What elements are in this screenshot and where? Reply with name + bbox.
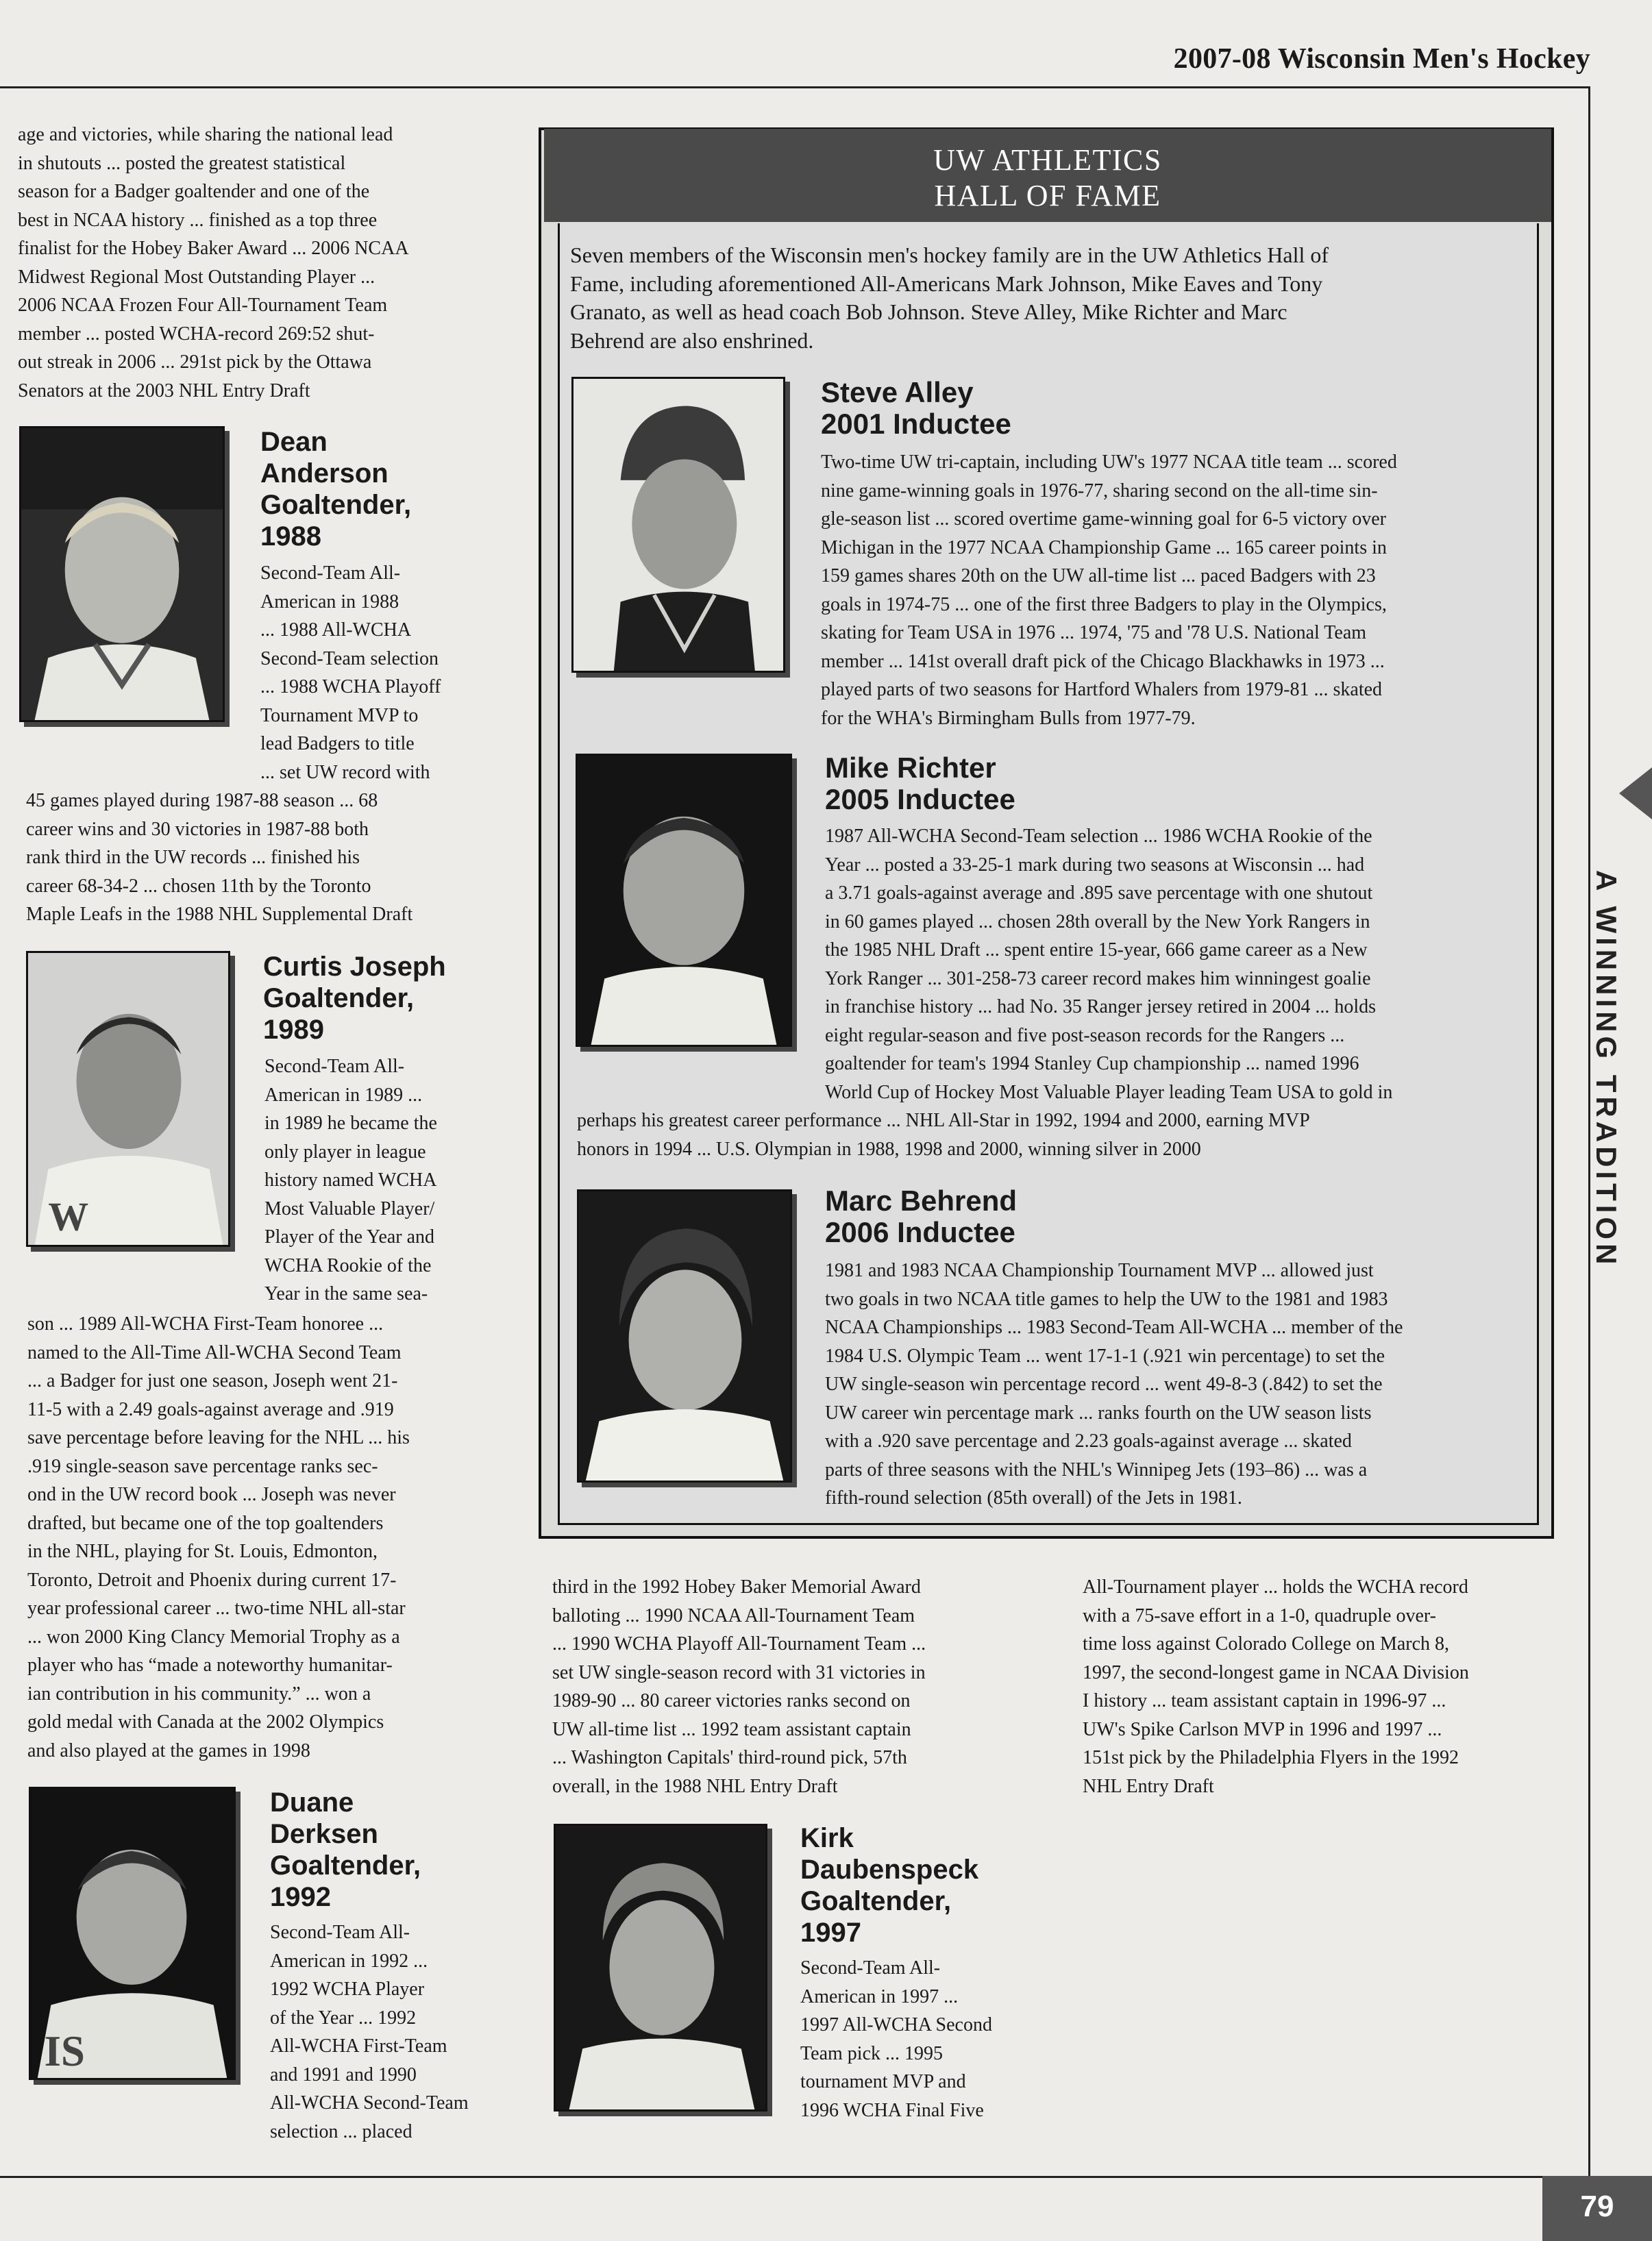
text-line: 1996 WCHA Final Five (800, 2099, 984, 2121)
curtis-joseph-name (263, 951, 510, 1045)
text-line: NCAA Championships ... 1983 Second-Team All-WCHA ... member of the (825, 1317, 1403, 1338)
text-line: Year ... posted a 33-25-1 mark during two seasons at Wisconsin ... had (825, 854, 1365, 876)
text-line: World Cup of Hockey Most Valuable Player leading Team USA to gold in (825, 1081, 1393, 1103)
name-line: 1989 (263, 1015, 324, 1045)
text-line: rank third in the UW records ... finished his (26, 847, 360, 868)
text-line: in shutouts ... posted the greatest statistical (18, 152, 346, 174)
name-line: 1992 (270, 1882, 331, 1912)
text-line: season for a Badger goaltender and one of the (18, 181, 370, 202)
text-line: UW's Spike Carlson MVP in 1996 and 1997 ... (1083, 1718, 1442, 1740)
page-header-title: 2007-08 Wisconsin Men's Hockey (1173, 43, 1590, 75)
text-line: 1987 All-WCHA Second-Team selection ... 1986 WCHA Rookie of the (825, 826, 1372, 847)
text-line: of the Year ... 1992 (270, 2007, 417, 2029)
text-line: All-Tournament player ... holds the WCHA record (1083, 1576, 1468, 1598)
name-line: Goaltender, (800, 1886, 952, 1916)
text-line: All-WCHA Second-Team (270, 2092, 469, 2114)
text-line: Midwest Regional Most Outstanding Player ... (18, 266, 375, 288)
text-line: UW single-season win percentage record ... went 49-8-3 (.842) to set the (825, 1374, 1383, 1395)
name-line: Steve Alley (821, 376, 974, 408)
text-line: year professional career ... two-time NHL all-star (27, 1598, 406, 1619)
text-line: American in 1988 (260, 591, 399, 612)
text-line: Michigan in the 1977 NCAA Championship Game ... 165 career points in (821, 536, 1387, 558)
text-line: Player of the Year and (264, 1226, 435, 1248)
text-line: Fame, including aforementioned All-Americans Mark Johnson, Mike Eaves and Tony (570, 271, 1323, 296)
text-line: Team pick ... 1995 (800, 2042, 943, 2064)
text-line: best in NCAA history ... finished as a top three (18, 209, 378, 231)
mike-richter-name (825, 752, 1236, 815)
name-line: Dean (260, 427, 328, 457)
name-line: Marc Behrend (825, 1185, 1018, 1217)
text-line: 11-5 with a 2.49 goals-against average and .919 (27, 1398, 394, 1420)
header-line: HALL OF FAME (934, 179, 1161, 212)
text-line: in 1989 he became the (264, 1113, 437, 1134)
name-line: Anderson (260, 458, 389, 488)
name-line: Derksen (270, 1819, 378, 1849)
text-line: the 1985 NHL Draft ... spent entire 15-year, 666 game career as a New (825, 939, 1368, 961)
text-line: fifth-round selection (85th overall) of the Jets in 1981. (825, 1487, 1242, 1509)
text-line: I history ... team assistant captain in 1996-97 ... (1083, 1690, 1446, 1711)
text-line: ... Washington Capitals' third-round pick, 57th (552, 1747, 907, 1768)
text-line: a 3.71 goals-against average and .895 save percentage with one shutout (825, 882, 1373, 904)
name-line: 1997 (800, 1918, 861, 1948)
text-line: ... set UW record with (260, 761, 430, 783)
text-line: save percentage before leaving for the NHL ... his (27, 1427, 410, 1448)
text-line: in the NHL, playing for St. Louis, Edmonton, (27, 1541, 378, 1562)
text-line: history named WCHA (264, 1169, 437, 1191)
text-line: eight regular-season and five post-season records for the Rangers ... (825, 1024, 1345, 1046)
svg-text:W: W (48, 1193, 89, 1239)
text-line: perhaps his greatest career performance ... NHL All-Star in 1992, 1994 and 2000, earning MVP (577, 1110, 1310, 1131)
text-line: ... a Badger for just one season, Joseph went 21- (27, 1370, 398, 1391)
text-line: and also played at the games in 1998 (27, 1739, 310, 1761)
page-number: 79 (1542, 2176, 1652, 2241)
name-line: 2001 Inductee (821, 408, 1011, 440)
text-line: in 60 games played ... chosen 28th overall by the New York Rangers in (825, 911, 1370, 932)
text-line: ... 1988 WCHA Playoff (260, 676, 441, 697)
text-line: with a 75-save effort in a 1-0, quadruple over- (1083, 1605, 1436, 1626)
text-line: Second-Team selection (260, 647, 439, 669)
text-line: skating for Team USA in 1976 ... 1974, '75 and '78 U.S. National Team (821, 622, 1367, 643)
hall-of-fame-intro (570, 241, 1528, 355)
bottom-rule (0, 2176, 1590, 2178)
text-line: parts of three seasons with the NHL's Winnipeg Jets (193–86) ... was a (825, 1459, 1368, 1481)
kirk-daubenspeck-bio-cont (1083, 1573, 1562, 1800)
text-line: 151st pick by the Philadelphia Flyers in the 1992 (1083, 1747, 1459, 1768)
text-line: age and victories, while sharing the national lead (18, 124, 393, 145)
text-line: ... won 2000 King Clancy Memorial Trophy as a (27, 1626, 400, 1648)
text-line: UW all-time list ... 1992 team assistant captain (552, 1718, 911, 1740)
text-line: Second-Team All- (260, 562, 401, 584)
text-line: 1992 WCHA Player (270, 1979, 425, 2000)
text-line: goaltender for team's 1994 Stanley Cup championship ... named 1996 (825, 1053, 1359, 1074)
text-line: honors in 1994 ... U.S. Olympian in 1988, 1998 and 2000, winning silver in 2000 (577, 1138, 1201, 1160)
text-line: and 1991 and 1990 (270, 2064, 417, 2085)
steve-alley-photo (571, 377, 785, 673)
kirk-daubenspeck-photo (554, 1824, 767, 2112)
text-line: 159 games shares 20th on the UW all-time list ... paced Badgers with 23 (821, 565, 1376, 586)
text-line: named to the All-Time All-WCHA Second Team (27, 1341, 402, 1363)
text-line: nine game-winning goals in 1976-77, sharing second on the all-time sin- (821, 480, 1378, 502)
text-line: NHL Entry Draft (1083, 1775, 1214, 1797)
text-line: York Ranger ... 301-258-73 career record makes him winningest goalie (825, 967, 1371, 989)
mike-richter-bio (825, 822, 1538, 1106)
text-line: in franchise history ... had No. 35 Ranger jersey retired in 2004 ... holds (825, 996, 1377, 1017)
name-line: 2006 Inductee (825, 1216, 1015, 1248)
text-line: Second-Team All- (800, 1957, 941, 1979)
text-line: played parts of two seasons for Hartford Whalers from 1979-81 ... skated (821, 679, 1383, 700)
text-line: 1997, the second-longest game in NCAA Division (1083, 1661, 1469, 1683)
name-line: Daubenspeck (800, 1855, 979, 1885)
text-line: ian contribution in his community.” ... won a (27, 1683, 371, 1705)
text-line: for the WHA's Birmingham Bulls from 1977-79. (821, 707, 1196, 729)
mike-richter-bio-cont (577, 1106, 1536, 1163)
text-line: Second-Team All- (264, 1056, 405, 1077)
text-line: 1981 and 1983 NCAA Championship Tournament MVP ... allowed just (825, 1260, 1374, 1281)
text-line: American in 1992 ... (270, 1950, 428, 1972)
text-line: 45 games played during 1987-88 season ... 68 (26, 790, 378, 811)
text-line: Seven members of the Wisconsin men's hockey family are in the UW Athletics Hall of (570, 243, 1329, 267)
text-line: Maple Leafs in the 1988 NHL Supplemental Draft (26, 904, 413, 925)
kirk-daubenspeck-bio (800, 1954, 1047, 2125)
text-line: 1989-90 ... 80 career victories ranks second on (552, 1690, 911, 1711)
text-line: Behrend are also enshrined. (570, 327, 814, 353)
text-line: Senators at the 2003 NHL Entry Draft (18, 380, 310, 401)
name-line: Mike Richter (825, 752, 996, 784)
text-line: tournament MVP and (800, 2071, 966, 2092)
text-line: set UW single-season record with 31 victories in (552, 1661, 926, 1683)
text-line: with a .920 save percentage and 2.23 goals-against average ... skated (825, 1431, 1352, 1452)
duane-derksen-bio (270, 1918, 503, 2146)
name-line: Kirk (800, 1823, 854, 1853)
header-line: UW ATHLETICS (933, 143, 1162, 177)
name-line: Curtis Joseph (263, 952, 446, 982)
text-line: Granato, as well as head coach Bob Johnson. Steve Alley, Mike Richter and Marc (570, 299, 1287, 324)
text-line: member ... posted WCHA-record 269:52 shut- (18, 323, 375, 345)
duane-derksen-name (270, 1787, 496, 1913)
marc-behrend-photo (577, 1189, 792, 1483)
text-line: career wins and 30 victories in 1987-88 both (26, 818, 369, 840)
text-line: goals in 1974-75 ... one of the first three Badgers to play in the Olympics, (821, 593, 1387, 615)
text-line: ond in the UW record book ... Joseph was never (27, 1484, 396, 1505)
text-line: American in 1997 ... (800, 1985, 959, 2007)
text-line: 1984 U.S. Olympic Team ... went 17-1-1 (.921 win percentage) to set the (825, 1345, 1385, 1367)
text-line: ... 1988 All-WCHA (260, 619, 412, 641)
text-line: WCHA Rookie of the (264, 1254, 432, 1276)
text-line: All-WCHA First-Team (270, 2035, 447, 2057)
marc-behrend-bio (825, 1256, 1538, 1513)
svg-text:IS: IS (44, 2027, 85, 2076)
text-line: drafted, but became one of the top goaltenders (27, 1512, 384, 1534)
section-label: A WINNING TRADITION (1590, 870, 1623, 1269)
text-line: Toronto, Detroit and Phoenix during current 17- (27, 1569, 397, 1591)
text-line: ... 1990 WCHA Playoff All-Tournament Team ... (552, 1633, 926, 1655)
name-line: 2005 Inductee (825, 783, 1015, 815)
text-line: Year in the same sea- (264, 1283, 428, 1304)
text-line: balloting ... 1990 NCAA All-Tournament Team (552, 1605, 915, 1626)
text-line: son ... 1989 All-WCHA First-Team honoree ... (27, 1313, 384, 1335)
duane-derksen-bio-cont (552, 1573, 1032, 1800)
curtis-joseph-bio (264, 1052, 504, 1309)
mike-richter-photo (576, 754, 792, 1047)
curtis-joseph-photo (26, 951, 230, 1247)
dean-anderson-name (260, 426, 486, 552)
dean-anderson-bio-cont (26, 787, 506, 929)
text-line: Tournament MVP to (260, 704, 419, 726)
intro-continued-text (18, 121, 497, 405)
text-line: gle-season list ... scored overtime game-winning goal for 6-5 victory over (821, 508, 1386, 530)
text-line: lead Badgers to title (260, 733, 415, 754)
name-line: Duane (270, 1787, 354, 1818)
text-line: gold medal with Canada at the 2002 Olympics (27, 1711, 384, 1733)
duane-derksen-photo (29, 1787, 236, 2080)
text-line: two goals in two NCAA title games to help the UW to the 1981 and 1983 (825, 1288, 1388, 1310)
text-line: member ... 141st overall draft pick of the Chicago Blackhawks in 1973 ... (821, 650, 1385, 672)
text-line: Most Valuable Player/ (264, 1198, 435, 1219)
text-line: out streak in 2006 ... 291st pick by the Ottawa (18, 351, 372, 373)
text-line: UW career win percentage mark ... ranks fourth on the UW season lists (825, 1402, 1372, 1424)
dean-anderson-photo (19, 426, 225, 722)
section-label-wrap (1588, 870, 1629, 1281)
header-rule (0, 86, 1590, 88)
name-line: 1988 (260, 521, 321, 552)
name-line: Goaltender, (270, 1850, 421, 1881)
steve-alley-bio (821, 448, 1533, 732)
text-line: career 68-34-2 ... chosen 11th by the Toronto (26, 875, 371, 897)
text-line: 1997 All-WCHA Second (800, 2014, 992, 2035)
text-line: overall, in the 1988 NHL Entry Draft (552, 1775, 838, 1797)
text-line: player who has “made a noteworthy humanitar- (27, 1655, 393, 1676)
text-line: finalist for the Hobey Baker Award ... 2006 NCAA (18, 238, 409, 259)
tab-arrow-icon (1619, 767, 1652, 819)
hall-of-fame-header (544, 129, 1551, 222)
text-line: 2006 NCAA Frozen Four All-Tournament Team (18, 295, 388, 316)
text-line: third in the 1992 Hobey Baker Memorial Award (552, 1576, 921, 1598)
dean-anderson-bio (260, 559, 493, 787)
text-line: only player in league (264, 1141, 426, 1163)
text-line: Two-time UW tri-captain, including UW's 1977 NCAA title team ... scored (821, 451, 1397, 473)
text-line: American in 1989 ... (264, 1084, 423, 1106)
kirk-daubenspeck-name (800, 1822, 1047, 1948)
curtis-joseph-bio-cont (27, 1310, 507, 1765)
marc-behrend-name (825, 1185, 1236, 1248)
steve-alley-name (821, 377, 1232, 440)
text-line: .919 single-season save percentage ranks sec- (27, 1455, 378, 1477)
name-line: Goaltender, (260, 490, 412, 520)
text-line: Second-Team All- (270, 1922, 410, 1943)
text-line: selection ... placed (270, 2120, 412, 2142)
text-line: time loss against Colorado College on March 8, (1083, 1633, 1450, 1655)
name-line: Goaltender, (263, 983, 415, 1013)
